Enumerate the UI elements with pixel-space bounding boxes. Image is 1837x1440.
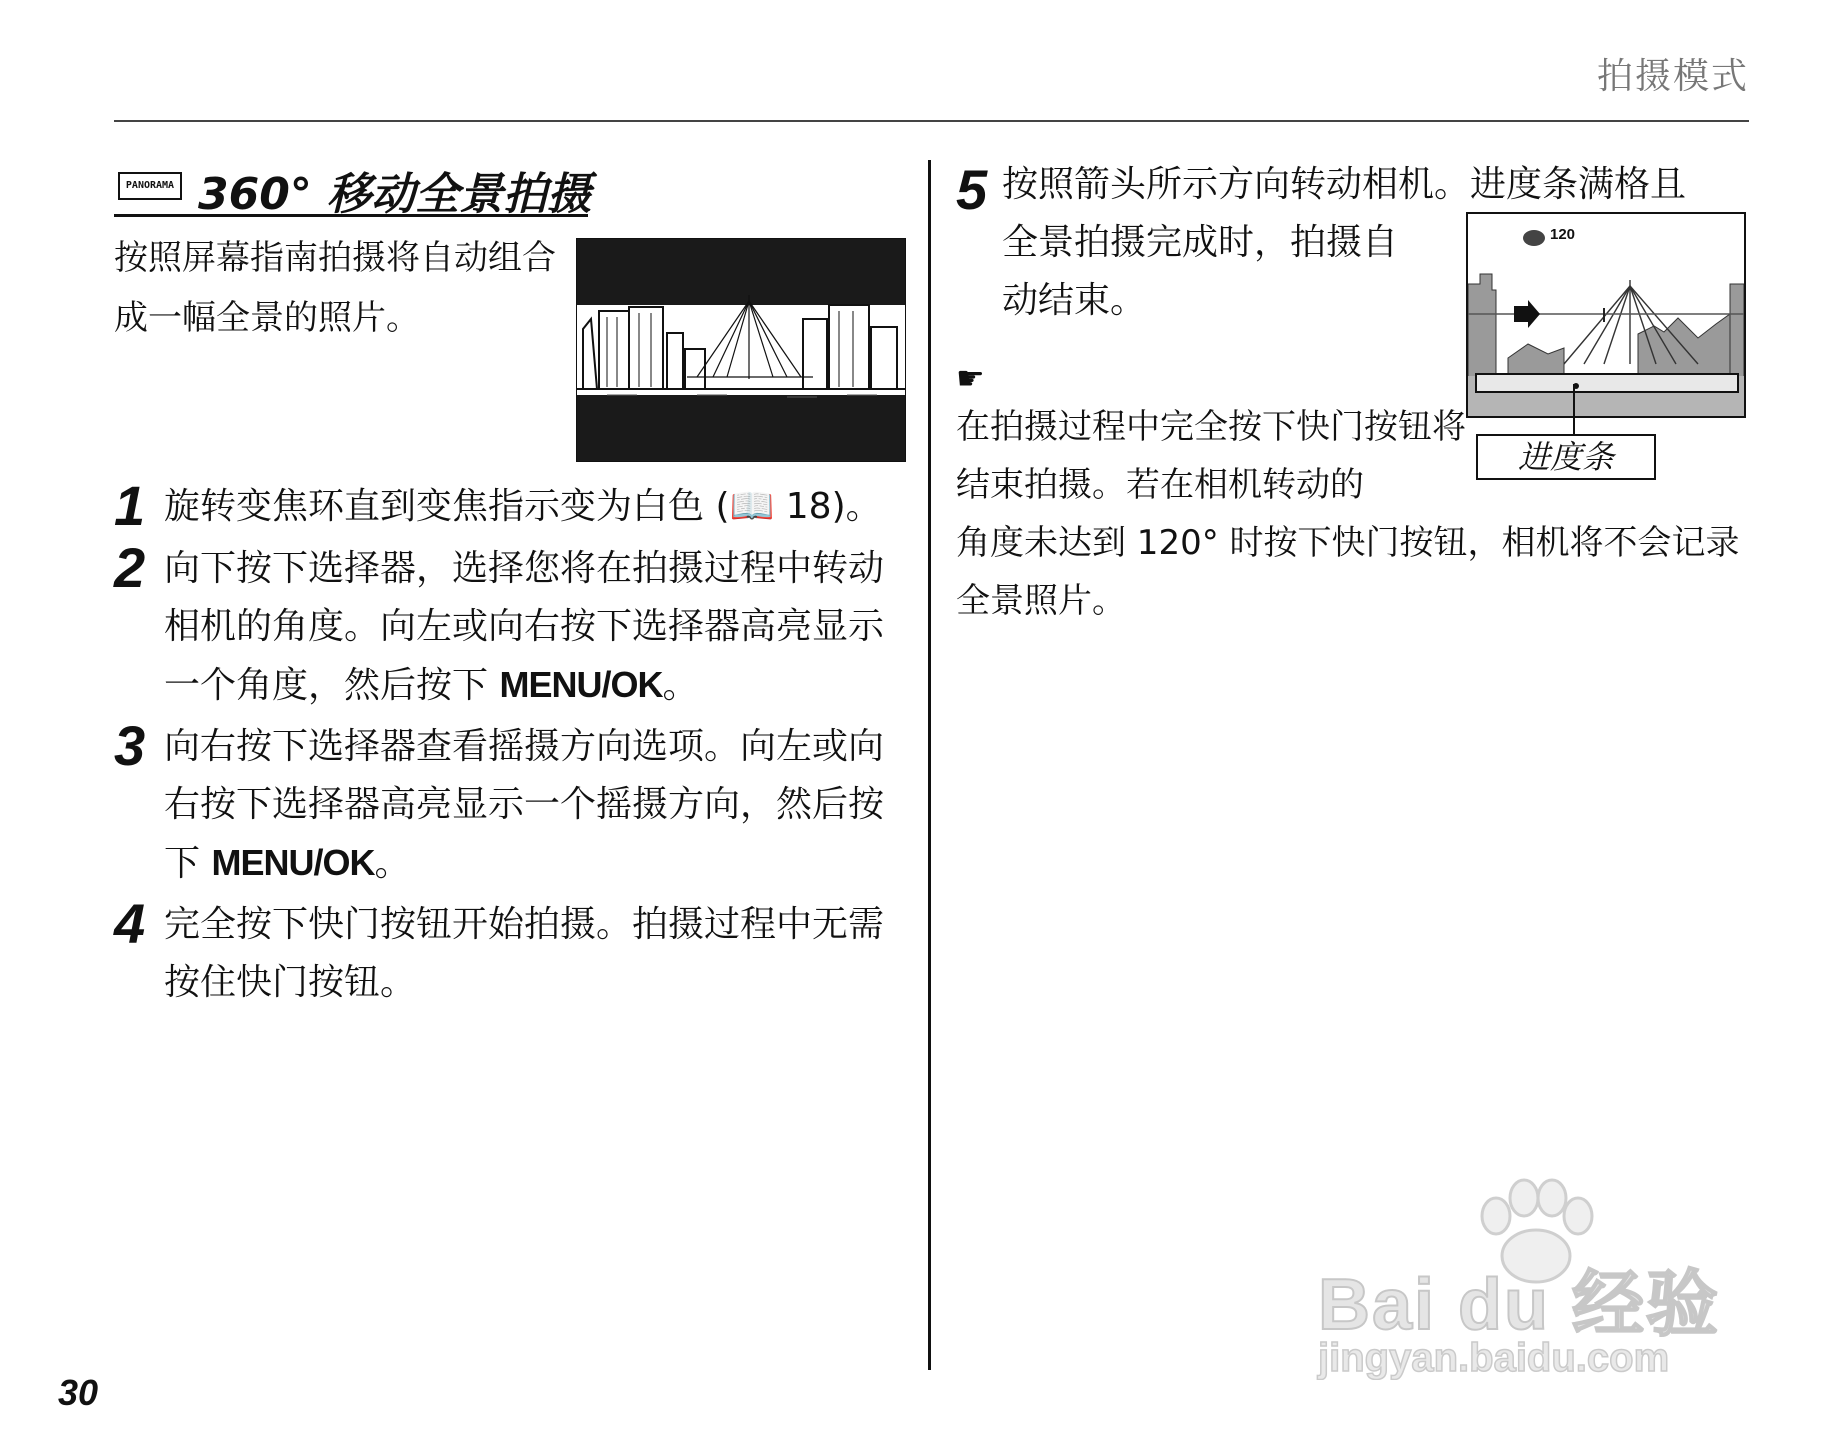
watermark-url: jingyan.baidu.com: [1318, 1336, 1670, 1380]
panorama-example-image: [576, 238, 906, 462]
pointing-hand-icon: ☛: [956, 359, 985, 397]
menu-ok-key: MENU/OK: [211, 842, 375, 883]
step-number: 2: [114, 536, 146, 599]
baidu-jingyan-watermark: [1318, 1176, 1758, 1386]
step-number: 4: [114, 892, 146, 955]
step-text: 按照箭头所示方向转动相机。进度条满格且: [1002, 164, 1687, 205]
note-text-part-2: 角度未达到 120° 时按下快门按钮，相机将不会记录全景照片。: [956, 523, 1740, 621]
step-text: 向右按下选择器查看摇摄方向选项。向左或向右按下选择器高亮显示一个摇摄方向，然后按下 MENU/OK。: [164, 726, 885, 884]
step-number: 5: [956, 158, 988, 221]
note-text: [956, 398, 1756, 630]
step-text: 旋转变焦环直到变焦指示变为白色 (📖 18)。: [164, 486, 882, 527]
step-number: 1: [114, 474, 146, 537]
progress-bar-label: 进度条: [1476, 434, 1656, 480]
intro-paragraph: 按照屏幕指南拍摄将自动组合成一幅全景的照片。: [114, 238, 556, 338]
note-text-part-1: 在拍摄过程中完全按下快门按钮将结束拍摄。若在相机转动的: [956, 407, 1466, 505]
column-divider: [928, 160, 931, 1370]
page-title: 360° 移动全景拍摄: [198, 169, 592, 220]
step-text: 完全按下快门按钮开始拍摄。拍摄过程中无需按住快门按钮。: [164, 904, 885, 1003]
watermark-brand: Bai du 经验: [1318, 1265, 1721, 1345]
step-number: 3: [114, 714, 146, 777]
top-divider: [114, 120, 1749, 122]
step-text: 向下按下选择器，选择您将在拍摄过程中转动相机的角度。向左或向右按下选择器高亮显示一个角度，然后按下 MENU/OK。: [164, 548, 885, 706]
camera-screen-diagram: [1466, 212, 1746, 418]
angle-readout: 120: [1550, 226, 1576, 243]
menu-ok-key: MENU/OK: [499, 664, 663, 705]
page-number: 30: [58, 1372, 99, 1413]
panorama-mode-icon: PANORAMA: [118, 172, 182, 200]
section-title: [114, 158, 592, 220]
book-icon: 📖: [729, 486, 775, 527]
section-header: 拍摄模式: [1596, 56, 1749, 97]
step-text: 全景拍摄完成时，拍摄自动结束。: [1002, 222, 1399, 321]
